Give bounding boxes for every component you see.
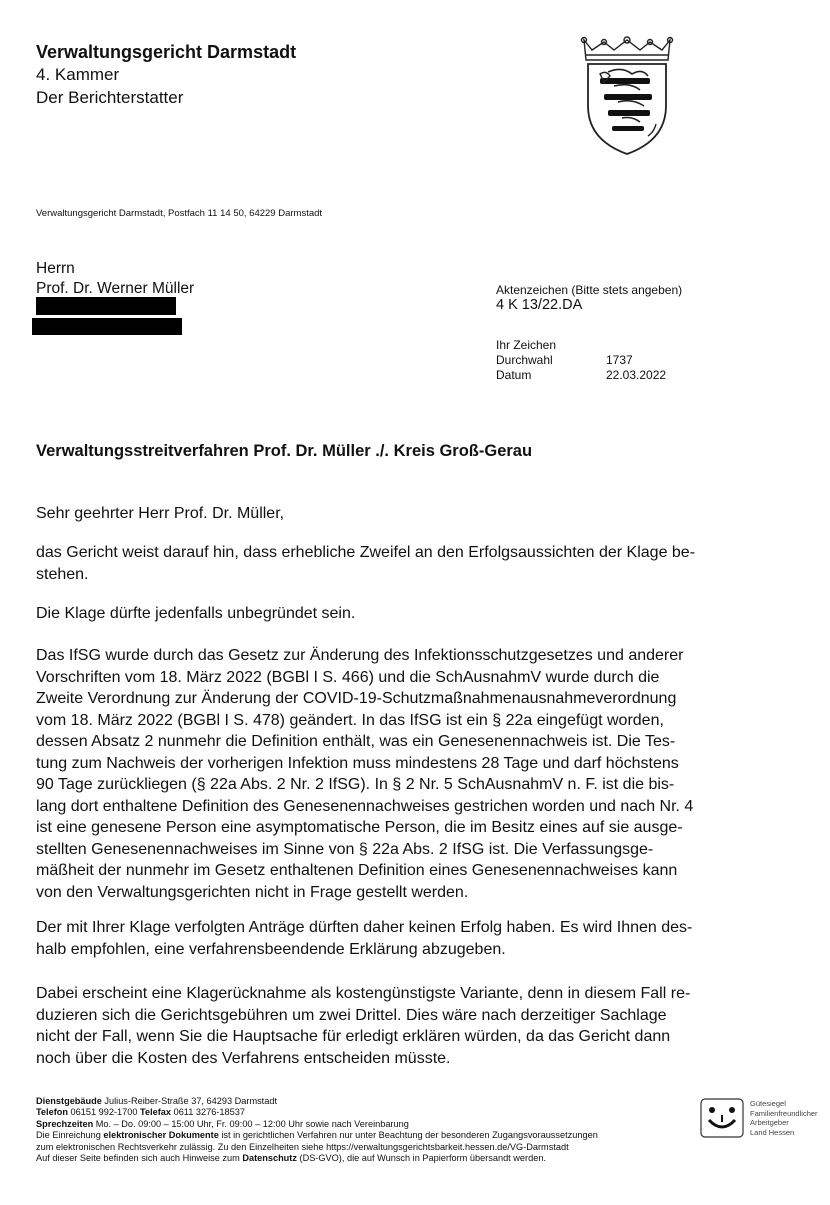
reference-number: 4 K 13/22.DA: [496, 297, 583, 313]
reference-label: Aktenzeichen (Bitte stets angeben): [496, 283, 683, 297]
text-line: stehen.: [36, 565, 89, 583]
meta-row: [496, 338, 666, 353]
text-line: duzieren sich die Gerichtsgebühren um zwei Drittel. Dies wäre nach derzeitiger Sachlage: [36, 1006, 667, 1024]
footer-value: Mo. – Do. 09:00 – 15:00 Uhr, Fr. 09:00 – 12:00 Uhr sowie nach Vereinbarung: [93, 1118, 409, 1129]
footer-label: Telefax: [140, 1107, 172, 1118]
seal-line: Arbeitgeber: [750, 1118, 789, 1128]
footer-label: Datenschutz: [242, 1153, 297, 1164]
text-line: halb empfohlen, eine verfahrensbeendende Erklärung abzugeben.: [36, 940, 506, 958]
reference-block: [496, 283, 682, 313]
letter-subject: Verwaltungsstreitverfahren Prof. Dr. Müller ./. Kreis Groß-Gerau: [36, 442, 533, 460]
footer-line: [36, 1107, 696, 1118]
seal-line: Gütesiegel: [750, 1099, 786, 1108]
text-line: Die Klage dürfte jedenfalls unbegründet sein.: [36, 605, 356, 622]
footer-text: (DS-GVO), die auf Wunsch in Papierform übersandt werden.: [296, 1153, 546, 1164]
paragraph: [36, 983, 794, 1069]
text-line: Der mit Ihrer Klage verfolgten Anträge dürften daher keinen Erfolg haben. Es wird Ihnen des-: [36, 919, 693, 936]
footer-text: Die Einreichung: [36, 1130, 104, 1141]
recipient-block: [36, 259, 194, 299]
footer-line: [36, 1096, 696, 1107]
family-friendly-seal-icon: [700, 1098, 744, 1138]
text-line: vom 18. März 2022 (BGBl I S. 478) geändert. In das IfSG ist ein § 22a eingefügt worden,: [36, 711, 664, 729]
paragraph: [36, 645, 794, 903]
paragraph: [36, 917, 794, 960]
recipient-name: Prof. Dr. Werner Müller: [36, 280, 195, 297]
seal-line: Familienfreundlicher: [750, 1108, 818, 1118]
text-line: Dabei erscheint eine Klagerücknahme als kostengünstigste Variante, denn in diesem Fall re-: [36, 985, 691, 1002]
text-line: Das IfSG wurde durch das Gesetz zur Änderung des Infektionsschutzgesetzes und anderer: [36, 647, 684, 664]
footer-line: [36, 1153, 696, 1164]
text-line: noch über die Kosten des Verfahrens entscheiden müsste.: [36, 1049, 451, 1067]
hessen-coat-of-arms: [578, 36, 676, 156]
text-line: mäßheit der nunmehr im Gesetz enthaltenen Definition eines Genesenennachweises kann: [36, 862, 678, 879]
footer-line: [36, 1119, 696, 1130]
redaction-bar: [36, 297, 176, 315]
footer-line: [36, 1130, 696, 1141]
footer: [36, 1096, 696, 1164]
footer-label: Telefon: [36, 1107, 68, 1118]
court-chamber: 4. Kammer: [36, 65, 120, 84]
footer-text: ist in gerichtlichen Verfahren nur unter Beachtung der besonderen Zugangsvoraussetzungen: [218, 1130, 598, 1141]
footer-text: zum elektronischen Rechtsverkehr zulässig. Zu den Einzelheiten siehe https://verwaltungsgerichtsbarkeit.hessen.de/VG-Darmstadt: [36, 1141, 569, 1152]
meta-label: Datum: [496, 368, 532, 382]
footer-line: [36, 1142, 696, 1153]
footer-value: 06151 992-1700: [68, 1107, 141, 1118]
footer-label: Dienstgebäude: [36, 1096, 102, 1106]
redaction-bar: [32, 318, 182, 335]
meta-value: 1737: [606, 353, 633, 367]
seal-text: [750, 1099, 818, 1137]
text-line: tung zum Nachweis der vorherigen Infektion muss mindestens 28 Tage und darf höchstens: [36, 754, 679, 772]
text-line: Zweite Verordnung zur Änderung der COVID-19-Schutzmaßnahmenausnahmeverordnung: [36, 690, 677, 707]
meta-table: [496, 338, 666, 383]
court-name: Verwaltungsgericht Darmstadt: [36, 42, 297, 62]
text-line: ist eine genesene Person eine asymptomatische Person, die im Besitz eines auf sie ausge-: [36, 819, 683, 836]
recipient-salutation: Herrn: [36, 260, 75, 277]
court-role: Der Berichterstatter: [36, 88, 184, 107]
footer-text: Auf dieser Seite befinden sich auch Hinweise zum: [36, 1153, 243, 1164]
text-line: lang dort enthaltene Definition des Genesenennachweises gestrichen worden und nach Nr. 4: [36, 797, 694, 815]
paragraph: [36, 542, 794, 585]
greeting: Sehr geehrter Herr Prof. Dr. Müller,: [36, 505, 285, 522]
text-line: dessen Absatz 2 nunmehr die Definition enthält, was ein Genesenennachweis ist. Die Tes-: [36, 733, 676, 750]
text-line: stellten Genesenennachweises im Sinne von § 22a Abs. 2 IfSG ist. Die Verfassungsge-: [36, 840, 654, 858]
seal-line: Land Hessen: [750, 1127, 795, 1137]
text-line: Vorschriften vom 18. März 2022 (BGBl I S. 466) und die SchAusnahmV wurde durch die: [36, 668, 660, 686]
meta-row: [496, 353, 666, 368]
meta-row: [496, 368, 666, 383]
text-line: von den Verwaltungsgerichten nicht in Frage gestellt werden.: [36, 883, 469, 901]
text-line: 90 Tage zurückliegen (§ 22a Abs. 2 Nr. 2 IfSG). In § 2 Nr. 5 SchAusnahmV n. F. ist die bis-: [36, 776, 675, 793]
footer-value: Julius-Reiber-Straße 37, 64293 Darmstadt: [101, 1096, 278, 1106]
footer-label: Sprechzeiten: [36, 1118, 94, 1129]
meta-label: Ihr Zeichen: [496, 338, 557, 352]
paragraph: [36, 603, 794, 625]
meta-value: 22.03.2022: [606, 368, 667, 382]
meta-label: Durchwahl: [496, 353, 553, 367]
return-address: Verwaltungsgericht Darmstadt, Postfach 11 14 50, 64229 Darmstadt: [36, 208, 323, 219]
footer-label: elektronischer Dokumente: [103, 1130, 219, 1141]
footer-value: 0611 3276-18537: [171, 1107, 245, 1118]
text-line: nicht der Fall, wenn Sie die Hauptsache für erledigt erklären würden, da das Gericht dann: [36, 1028, 671, 1045]
text-line: das Gericht weist darauf hin, dass erhebliche Zweifel an den Erfolgsaussichten der Klage be-: [36, 544, 696, 561]
